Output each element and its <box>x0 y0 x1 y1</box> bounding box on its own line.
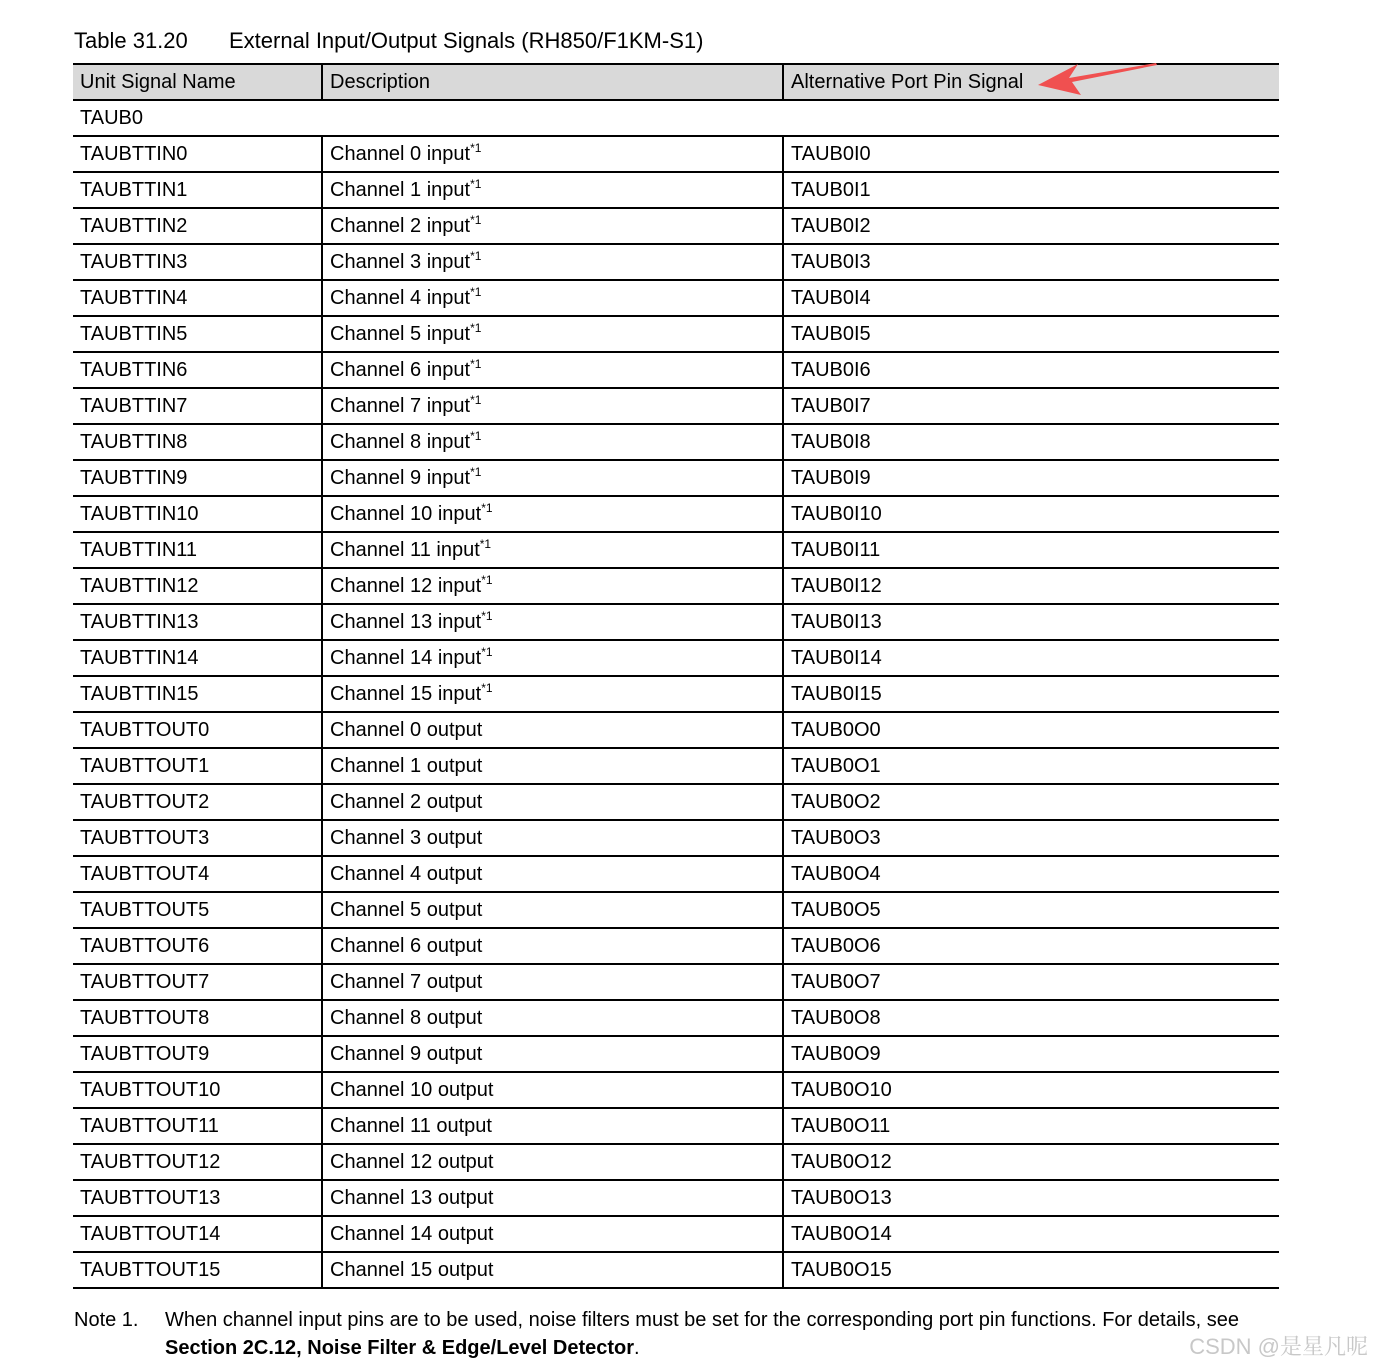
description-cell-text: Channel 3 input <box>330 250 471 273</box>
port-pin-cell <box>783 352 1279 388</box>
description-cell-text: Channel 0 input <box>330 142 471 165</box>
description-cell <box>322 136 783 172</box>
table-row <box>73 604 1279 640</box>
description-cell <box>322 1144 783 1180</box>
group-label: TAUB0 <box>73 100 1279 136</box>
signal-name-cell <box>73 820 322 856</box>
port-pin-cell <box>783 568 1279 604</box>
port-pin-cell-text: TAUB0I12 <box>791 574 882 597</box>
table-row <box>73 1180 1279 1216</box>
table-row <box>73 1000 1279 1036</box>
signal-name-cell <box>73 316 322 352</box>
port-pin-cell <box>783 1000 1279 1036</box>
description-cell <box>322 424 783 460</box>
description-cell <box>322 244 783 280</box>
signal-name-cell-text: TAUBTTIN3 <box>80 250 188 273</box>
port-pin-cell <box>783 1144 1279 1180</box>
description-cell <box>322 856 783 892</box>
description-cell-text: Channel 2 output <box>330 790 483 813</box>
description-cell-text: Channel 13 input <box>330 610 482 633</box>
footnote-marker: *1 <box>470 464 482 479</box>
description-cell-text: Channel 12 input <box>330 574 482 597</box>
port-pin-cell-text: TAUB0O8 <box>791 1006 881 1029</box>
signal-name-cell <box>73 784 322 820</box>
signal-name-cell-text: TAUBTTOUT8 <box>80 1006 210 1029</box>
signal-name-cell <box>73 640 322 676</box>
table-row <box>73 352 1279 388</box>
table-row <box>73 244 1279 280</box>
table-row <box>73 424 1279 460</box>
port-pin-cell-text: TAUB0I7 <box>791 394 871 417</box>
table-row <box>73 460 1279 496</box>
footnote-marker: *1 <box>481 680 493 695</box>
description-cell <box>322 172 783 208</box>
table-row <box>73 712 1279 748</box>
signal-name-cell-text: TAUBTTIN8 <box>80 430 188 453</box>
signal-name-cell <box>73 964 322 1000</box>
port-pin-cell-text: TAUB0O7 <box>791 970 881 993</box>
signal-name-cell <box>73 532 322 568</box>
footnote-marker: *1 <box>470 248 482 263</box>
port-pin-cell <box>783 1108 1279 1144</box>
table-row <box>73 892 1279 928</box>
table-number: Table 31.20 <box>74 28 188 53</box>
signal-name-cell-text: TAUBTTIN11 <box>80 538 198 561</box>
signal-name-cell <box>73 1144 322 1180</box>
description-cell-text: Channel 15 output <box>330 1258 494 1281</box>
description-cell-text: Channel 7 input <box>330 394 471 417</box>
port-pin-cell-text: TAUB0I10 <box>791 502 882 525</box>
signal-name-cell <box>73 1252 322 1288</box>
signal-name-cell <box>73 352 322 388</box>
description-cell <box>322 532 783 568</box>
signal-name-cell-text: TAUBTTOUT3 <box>80 826 210 849</box>
signal-name-cell-text: TAUBTTOUT11 <box>80 1114 219 1137</box>
table-row <box>73 964 1279 1000</box>
table-row <box>73 640 1279 676</box>
port-pin-cell-text: TAUB0I15 <box>791 682 882 705</box>
signal-name-cell <box>73 208 322 244</box>
description-cell <box>322 1108 783 1144</box>
description-cell <box>322 892 783 928</box>
signal-name-cell-text: TAUBTTOUT7 <box>80 970 210 993</box>
description-cell <box>322 604 783 640</box>
port-pin-cell-text: TAUB0I5 <box>791 322 871 345</box>
signal-name-cell <box>73 424 322 460</box>
signal-name-cell <box>73 1180 322 1216</box>
port-pin-cell <box>783 460 1279 496</box>
port-pin-cell-text: TAUB0O5 <box>791 898 881 921</box>
signal-name-cell-text: TAUBTTIN5 <box>80 322 188 345</box>
table-row <box>73 568 1279 604</box>
signal-name-cell-text: TAUBTTIN1 <box>80 178 188 201</box>
footnote-marker: *1 <box>481 500 493 515</box>
table-row <box>73 208 1279 244</box>
description-cell <box>322 1036 783 1072</box>
description-cell <box>322 676 783 712</box>
description-cell <box>322 316 783 352</box>
port-pin-cell-text: TAUB0O1 <box>791 754 881 777</box>
description-cell <box>322 388 783 424</box>
port-pin-cell-text: TAUB0I8 <box>791 430 871 453</box>
port-pin-cell-text: TAUB0I11 <box>791 538 881 561</box>
footnote-marker: *1 <box>470 212 482 227</box>
port-pin-cell-text: TAUB0I2 <box>791 214 871 237</box>
table-row <box>73 1144 1279 1180</box>
header-description: Description <box>322 64 783 100</box>
port-pin-cell-text: TAUB0I0 <box>791 142 871 165</box>
port-pin-cell-text: TAUB0O0 <box>791 718 881 741</box>
port-pin-cell-text: TAUB0O14 <box>791 1222 892 1245</box>
signal-name-cell-text: TAUBTTIN2 <box>80 214 188 237</box>
signal-name-cell-text: TAUBTTOUT13 <box>80 1186 221 1209</box>
description-cell <box>322 1252 783 1288</box>
table-row <box>73 316 1279 352</box>
port-pin-cell <box>783 1216 1279 1252</box>
signal-name-cell <box>73 460 322 496</box>
footnote-marker: *1 <box>481 572 493 587</box>
port-pin-cell-text: TAUB0I13 <box>791 610 882 633</box>
signal-name-cell-text: TAUBTTOUT15 <box>80 1258 221 1281</box>
description-cell <box>322 640 783 676</box>
signal-name-cell-text: TAUBTTOUT4 <box>80 862 210 885</box>
port-pin-cell-text: TAUB0I3 <box>791 250 871 273</box>
table-row <box>73 1252 1279 1288</box>
signal-name-cell <box>73 280 322 316</box>
port-pin-cell-text: TAUB0O15 <box>791 1258 892 1281</box>
signal-name-cell-text: TAUBTTOUT0 <box>80 718 210 741</box>
description-cell-text: Channel 14 output <box>330 1222 494 1245</box>
description-cell-text: Channel 12 output <box>330 1150 494 1173</box>
description-cell-text: Channel 11 input <box>330 538 480 561</box>
port-pin-cell <box>783 820 1279 856</box>
description-cell-text: Channel 4 input <box>330 286 471 309</box>
table-row <box>73 676 1279 712</box>
signal-name-cell-text: TAUBTTIN0 <box>80 142 188 165</box>
footnote-marker: *1 <box>470 140 482 155</box>
table-row <box>73 136 1279 172</box>
port-pin-cell <box>783 532 1279 568</box>
port-pin-cell <box>783 964 1279 1000</box>
description-cell <box>322 712 783 748</box>
signal-name-cell-text: TAUBTTIN15 <box>80 682 199 705</box>
signal-name-cell-text: TAUBTTOUT2 <box>80 790 210 813</box>
port-pin-cell <box>783 928 1279 964</box>
header-unit-signal-name: Unit Signal Name <box>73 64 322 100</box>
description-cell <box>322 784 783 820</box>
signal-name-cell <box>73 856 322 892</box>
port-pin-cell <box>783 604 1279 640</box>
port-pin-cell <box>783 1036 1279 1072</box>
description-cell-text: Channel 8 output <box>330 1006 483 1029</box>
port-pin-cell-text: TAUB0O10 <box>791 1078 892 1101</box>
description-cell <box>322 460 783 496</box>
port-pin-cell <box>783 1180 1279 1216</box>
signal-name-cell-text: TAUBTTOUT6 <box>80 934 210 957</box>
description-cell-text: Channel 5 input <box>330 322 471 345</box>
description-cell-text: Channel 1 output <box>330 754 483 777</box>
table-row <box>73 820 1279 856</box>
port-pin-cell-text: TAUB0I14 <box>791 646 882 669</box>
port-pin-cell <box>783 712 1279 748</box>
signal-name-cell-text: TAUBTTIN14 <box>80 646 199 669</box>
port-pin-cell <box>783 892 1279 928</box>
signal-name-cell-text: TAUBTTIN13 <box>80 610 199 633</box>
port-pin-cell <box>783 640 1279 676</box>
footnote-marker: *1 <box>481 608 493 623</box>
port-pin-cell <box>783 856 1279 892</box>
signal-name-cell-text: TAUBTTIN9 <box>80 466 188 489</box>
description-cell <box>322 280 783 316</box>
port-pin-cell <box>783 280 1279 316</box>
group-row <box>73 100 1279 136</box>
footnote-marker: *1 <box>470 176 482 191</box>
description-cell <box>322 1180 783 1216</box>
description-cell-text: Channel 10 output <box>330 1078 494 1101</box>
table-row <box>73 1216 1279 1252</box>
description-cell-text: Channel 6 output <box>330 934 483 957</box>
footnote-marker: *1 <box>470 428 482 443</box>
table-row <box>73 856 1279 892</box>
note-label: Note 1. <box>74 1309 139 1331</box>
red-arrow-icon <box>1036 60 1160 100</box>
watermark: CSDN @是星凡呢 <box>1189 1334 1368 1359</box>
signal-name-cell <box>73 568 322 604</box>
port-pin-cell <box>783 424 1279 460</box>
signal-name-cell <box>73 136 322 172</box>
table-title: External Input/Output Signals (RH850/F1KM-S1) <box>229 28 704 53</box>
signal-name-cell <box>73 712 322 748</box>
port-pin-cell <box>783 136 1279 172</box>
signal-name-cell <box>73 1000 322 1036</box>
description-cell <box>322 1216 783 1252</box>
port-pin-cell-text: TAUB0I4 <box>791 286 871 309</box>
signal-name-cell <box>73 1108 322 1144</box>
description-cell-text: Channel 13 output <box>330 1186 494 1209</box>
port-pin-cell <box>783 388 1279 424</box>
description-cell <box>322 352 783 388</box>
signal-name-cell-text: TAUBTTOUT12 <box>80 1150 221 1173</box>
port-pin-cell <box>783 244 1279 280</box>
table-row <box>73 928 1279 964</box>
port-pin-cell <box>783 208 1279 244</box>
signals-table <box>73 63 1279 1289</box>
signal-name-cell-text: TAUBTTIN7 <box>80 394 188 417</box>
signal-name-cell-text: TAUBTTIN4 <box>80 286 188 309</box>
note-text: When channel input pins are to be used, noise filters must be set for the corresponding port pin functions. For details, see <box>165 1309 1239 1331</box>
footnote-marker: *1 <box>470 356 482 371</box>
signal-name-cell <box>73 676 322 712</box>
header-alternative-port-pin-signal: Alternative Port Pin Signal <box>783 64 1279 100</box>
description-cell-text: Channel 7 output <box>330 970 483 993</box>
table-row <box>73 784 1279 820</box>
signal-name-cell-text: TAUBTTIN10 <box>80 502 199 525</box>
port-pin-cell-text: TAUB0I1 <box>791 178 871 201</box>
signal-name-cell-text: TAUBTTIN12 <box>80 574 199 597</box>
description-cell <box>322 496 783 532</box>
table-row <box>73 172 1279 208</box>
footnote-marker: *1 <box>470 284 482 299</box>
footnote-marker: *1 <box>470 392 482 407</box>
port-pin-cell <box>783 748 1279 784</box>
description-cell-text: Channel 3 output <box>330 826 483 849</box>
port-pin-cell-text: TAUB0O9 <box>791 1042 881 1065</box>
description-cell-text: Channel 0 output <box>330 718 483 741</box>
signal-name-cell <box>73 388 322 424</box>
signal-name-cell-text: TAUBTTIN6 <box>80 358 188 381</box>
port-pin-cell-text: TAUB0O4 <box>791 862 881 885</box>
description-cell <box>322 964 783 1000</box>
port-pin-cell <box>783 1252 1279 1288</box>
port-pin-cell <box>783 676 1279 712</box>
signal-name-cell-text: TAUBTTOUT10 <box>80 1078 221 1101</box>
description-cell-text: Channel 9 output <box>330 1042 483 1065</box>
signal-name-cell-text: TAUBTTOUT5 <box>80 898 210 921</box>
footnote-marker: *1 <box>479 536 492 551</box>
description-cell <box>322 568 783 604</box>
table-row <box>73 1036 1279 1072</box>
description-cell <box>322 928 783 964</box>
port-pin-cell-text: TAUB0O6 <box>791 934 881 957</box>
table-row <box>73 748 1279 784</box>
table-row <box>73 280 1279 316</box>
signal-name-cell <box>73 892 322 928</box>
table-row <box>73 496 1279 532</box>
signal-name-cell <box>73 928 322 964</box>
description-cell-text: Channel 4 output <box>330 862 483 885</box>
description-cell <box>322 1072 783 1108</box>
table-row <box>73 388 1279 424</box>
description-cell <box>322 820 783 856</box>
description-cell-text: Channel 6 input <box>330 358 471 381</box>
port-pin-cell <box>783 316 1279 352</box>
port-pin-cell-text: TAUB0O2 <box>791 790 881 813</box>
description-cell-text: Channel 5 output <box>330 898 483 921</box>
port-pin-cell-text: TAUB0O12 <box>791 1150 892 1173</box>
description-cell-text: Channel 14 input <box>330 646 482 669</box>
port-pin-cell <box>783 496 1279 532</box>
port-pin-cell <box>783 1072 1279 1108</box>
signal-name-cell <box>73 1216 322 1252</box>
description-cell-text: Channel 2 input <box>330 214 471 237</box>
signal-name-cell <box>73 604 322 640</box>
signal-name-cell <box>73 244 322 280</box>
signal-name-cell <box>73 1072 322 1108</box>
footnote-marker: *1 <box>470 320 482 335</box>
description-cell-text: Channel 9 input <box>330 466 471 489</box>
signal-name-cell <box>73 1036 322 1072</box>
port-pin-cell <box>783 172 1279 208</box>
signal-name-cell-text: TAUBTTOUT14 <box>80 1222 221 1245</box>
table-row <box>73 1072 1279 1108</box>
description-cell-text: Channel 1 input <box>330 178 471 201</box>
description-cell-text: Channel 10 input <box>330 502 482 525</box>
signal-name-cell <box>73 496 322 532</box>
description-cell <box>322 1000 783 1036</box>
table-caption <box>74 26 703 56</box>
description-cell-text: Channel 11 output <box>330 1114 492 1137</box>
port-pin-cell-text: TAUB0O11 <box>791 1114 891 1137</box>
signal-name-cell <box>73 748 322 784</box>
description-cell <box>322 748 783 784</box>
signal-name-cell <box>73 172 322 208</box>
table-row <box>73 1108 1279 1144</box>
description-cell <box>322 208 783 244</box>
footnote-marker: *1 <box>481 644 493 659</box>
note-end: . <box>634 1337 640 1359</box>
note-body <box>165 1306 1295 1362</box>
description-cell-text: Channel 8 input <box>330 430 471 453</box>
port-pin-cell <box>783 784 1279 820</box>
port-pin-cell-text: TAUB0I6 <box>791 358 871 381</box>
port-pin-cell-text: TAUB0I9 <box>791 466 871 489</box>
description-cell-text: Channel 15 input <box>330 682 482 705</box>
port-pin-cell-text: TAUB0O13 <box>791 1186 892 1209</box>
note-section-reference[interactable]: Section 2C.12, Noise Filter & Edge/Level Detector <box>165 1337 635 1359</box>
table-row <box>73 532 1279 568</box>
signal-name-cell-text: TAUBTTOUT1 <box>80 754 210 777</box>
port-pin-cell-text: TAUB0O3 <box>791 826 881 849</box>
signal-name-cell-text: TAUBTTOUT9 <box>80 1042 210 1065</box>
